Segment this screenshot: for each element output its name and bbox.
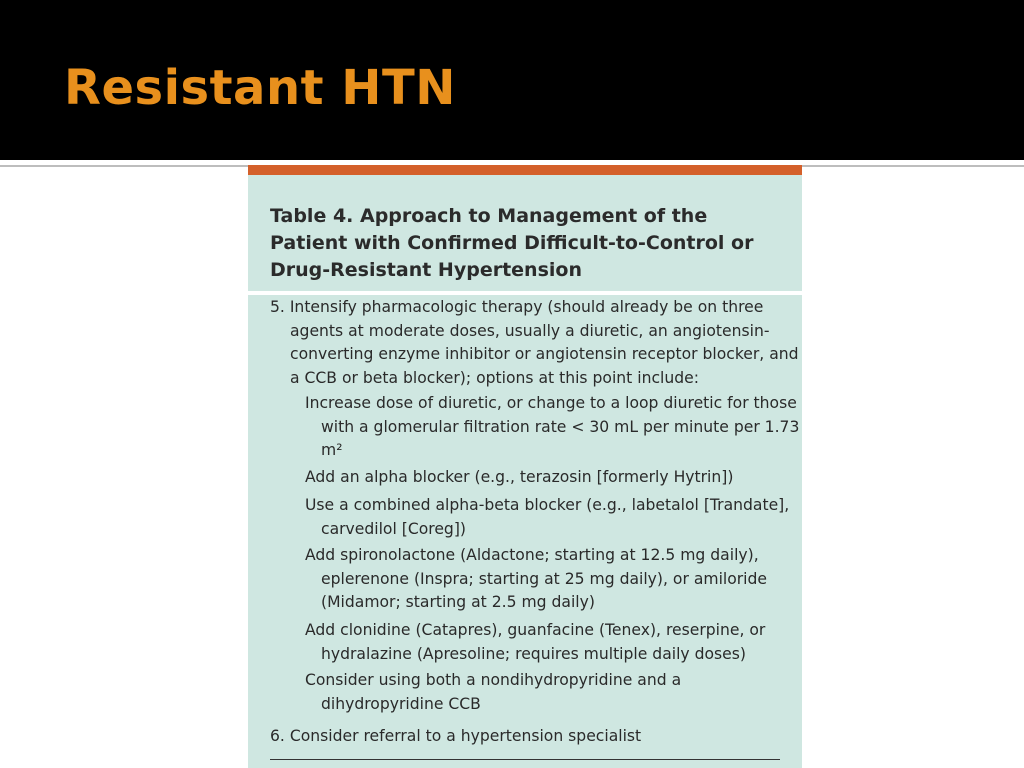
table-caption: Table 4. Approach to Management of the Patient with Confirmed Difficult-to-Control or Drug-Resistant Hypertension (270, 205, 754, 281)
option-item: Consider using both a nondihydropyridine and a dihydropyridine CCB (305, 671, 682, 713)
list-item-6: 6. Consider referral to a hypertension specialist (270, 727, 642, 745)
option-item: Increase dose of diuretic, or change to a loop diuretic for those with a glomerular filtration rate < 30 mL per minute per 1.73 m² (305, 394, 800, 459)
list-item-5: 5. Intensify pharmacologic therapy (should already be on three agents at moderate doses, usually a diuretic, an angiotensin-converting enzyme inhibitor or angiotensin receptor blocker, and a CCB or beta blocker); options at this point include: (270, 298, 799, 387)
table-body (248, 295, 802, 768)
option-item: Use a combined alpha-beta blocker (e.g., labetalol [Trandate], carvedilol [Coreg]) (305, 496, 790, 538)
bottom-rule (270, 759, 780, 760)
option-item: Add spironolactone (Aldactone; starting at 12.5 mg daily), eplerenone (Inspra; starting at 25 mg daily), or amiloride (Midamor; starting at 2.5 mg daily) (305, 546, 768, 611)
table-top-rule (248, 165, 802, 175)
option-item: Add an alpha blocker (e.g., terazosin [formerly Hytrin]) (305, 468, 734, 486)
title-bar (0, 0, 1024, 160)
table-figure (248, 165, 802, 768)
table-header (248, 175, 802, 291)
slide-title: Resistant HTN (64, 60, 456, 116)
option-item: Add clonidine (Catapres), guanfacine (Tenex), reserpine, or hydralazine (Apresoline; requires multiple daily doses) (305, 621, 766, 663)
